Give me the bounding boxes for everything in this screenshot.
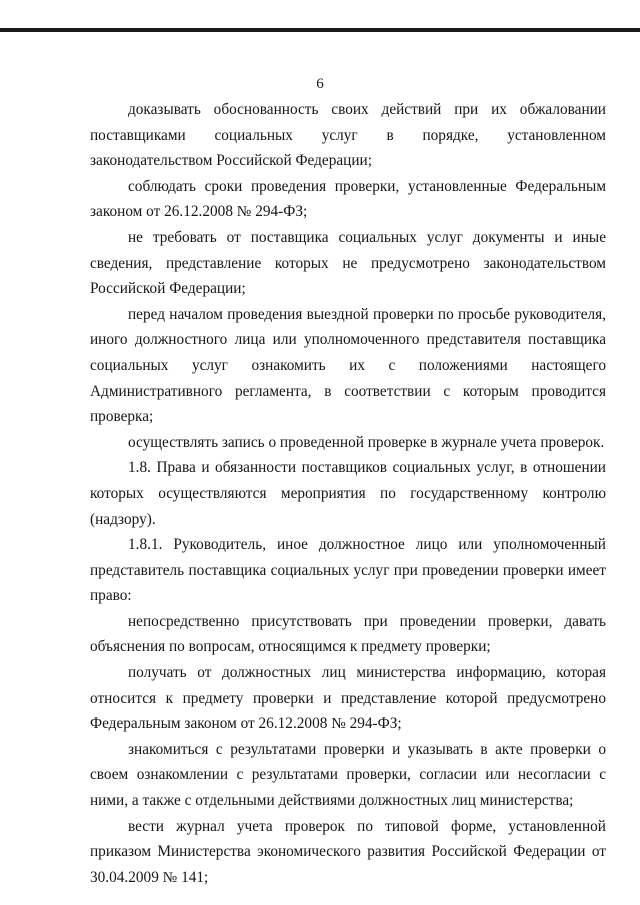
section-1-8-heading: 1.8. Права и обязанности поставщиков социальных услуг, в отношении которых осуществляются мероприятия по государственному контролю (надзору). [90,459,606,528]
paragraph-4: перед началом проведения выездной проверки по просьбе руководителя, иного должностного лица или уполномоченного представителя поставщика социальных услуг ознакомить их с положениями настоящего Административного регламента, в соответствии с которым проводится проверка; [90,305,606,426]
paragraph-8: непосредственно присутствовать при проведении проверки, давать объяснения по вопросам, относящимся к предмету проверки; [90,612,606,656]
paragraph-1: доказывать обоснованность своих действий при их обжаловании поставщиками социальных услуг в порядке, установленном законодательством Российской Федерации; [90,101,606,170]
paragraph-9: получать от должностных лиц министерства информацию, которая относится к предмету проверки и представление которой предусмотрено Федеральным законом от 26.12.2008 № 294-ФЗ; [90,664,606,733]
paragraph-10: знакомиться с результатами проверки и указывать в акте проверки о своем ознакомлении с результатами проверки, согласии или несогласии с ними, а также с отдельными действиями должностных лиц министерства; [90,740,606,810]
section-1-8-1-intro: 1.8.1. Руководитель, иное должностное лицо или уполномоченный представитель поставщика социальных услуг при проведении проверки имеет право: [90,536,606,605]
paragraph-5: осуществлять запись о проведенной проверке в журнале учета проверок. [128,433,605,451]
page-body [90,97,606,890]
paragraph-11: вести журнал учета проверок по типовой форме, установленной приказом Министерства экономического развития Российской Федерации от 30.04.2009 № 141; [90,817,606,886]
scan-top-edge [0,28,640,32]
page-number: 6 [316,76,324,92]
paragraph-2: соблюдать сроки проведения проверки, установленные Федеральным законом от 26.12.2008 № 294-ФЗ; [90,177,606,221]
paragraph-3: не требовать от поставщика социальных услуг документы и иные сведения, представление которых не предусмотрено законодательством Российской Федерации; [90,228,606,298]
